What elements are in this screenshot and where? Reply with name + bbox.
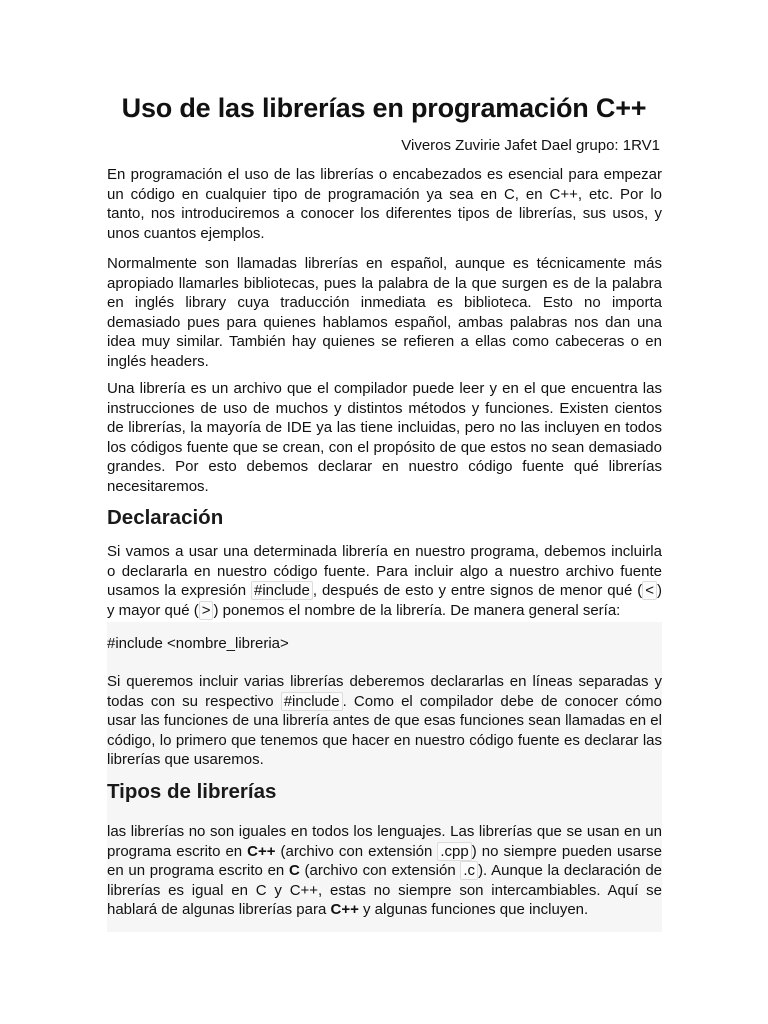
document-title: Uso de las librerías en programación C++ bbox=[121, 93, 647, 123]
text-run: Si queremos incluir varias librerías deberemos declararlas en líneas separadas y todas con su respectivo bbox=[107, 673, 662, 710]
inline-code: #include bbox=[281, 692, 343, 711]
declaration-paragraph bbox=[107, 542, 662, 620]
text-run: , después de esto y entre signos de menor qué ( bbox=[312, 582, 643, 600]
text-run: ) y mayor qué ( bbox=[107, 582, 662, 619]
section-heading-tipos: Tipos de librerías bbox=[107, 780, 277, 803]
text-run: ) ponemos el nombre de la librería. De manera general sería: bbox=[213, 601, 621, 619]
inline-code: > bbox=[199, 601, 214, 620]
code-example-panel bbox=[107, 622, 662, 932]
multiple-includes-paragraph bbox=[107, 672, 662, 770]
code-example-line: #include <nombre_libreria> bbox=[107, 635, 289, 652]
section-heading-declaracion: Declaración bbox=[107, 506, 224, 529]
text-run: (archivo con extensión bbox=[275, 842, 438, 860]
library-definition-paragraph: Una librería es un archivo que el compilador puede leer y en el que encuentra las instrucciones de uso de muchos y distintos métodos y funciones. Existen cientos de librerías, la mayoría de IDE ya las tiene incluidas, pero no las incluyen en todos los códigos fuente que se crean, con el propósito de que estos no sean demasiado grandes. Por esto debemos declarar en nuestro código fuente qué librerías necesitaremos. bbox=[107, 380, 662, 495]
inline-code: < bbox=[642, 581, 657, 600]
intro-paragraph: En programación el uso de las librerías o encabezados es esencial para empezar un código en cualquier tipo de programación ya sea en C, en C++, etc. Por lo tanto, nos introduciremos a conocer los diferentes tipos de librerías, sus usos, y unos cuantos ejemplos. bbox=[107, 166, 662, 242]
inline-code: .c bbox=[460, 861, 478, 880]
bold-term: C++ bbox=[330, 901, 359, 919]
text-run: . Como el compilador debe de conocer cómo usar las funciones de una librería antes de que esas funciones sean llamadas en el código, lo primero que tenemos que hacer en nuestro código fuente es declarar las librerías que usaremos. bbox=[107, 692, 662, 769]
inline-code: .cpp bbox=[437, 842, 471, 861]
text-run: ). Aunque la declaración de librerías es igual en C y C++, estas no siempre son intercambiables. Aquí se hablará de algunas librerías para bbox=[107, 862, 663, 919]
bold-term: C++ bbox=[247, 842, 276, 860]
inline-code: #include bbox=[251, 581, 313, 600]
bold-term: C bbox=[288, 862, 300, 880]
terminology-paragraph: Normalmente son llamadas librerías en español, aunque es técnicamente más apropiado llamarles bibliotecas, pues la palabra de la que surgen es de la palabra en inglés library cuya traducción inmediata es biblioteca. Esto no importa demasiado pues para quienes hablamos español, ambas palabras nos dan una idea muy similar. También hay quienes se refieren a ellas como cabeceras o en inglés headers. bbox=[107, 255, 662, 370]
author-line: Viveros Zuvirie Jafet Dael grupo: 1RV1 bbox=[401, 137, 660, 154]
text-run: las librerías no son iguales en todos los lenguajes. Las librerías que se usan en un programa escrito en bbox=[107, 823, 662, 860]
text-run: ) no siempre pueden usarse en un programa escrito en bbox=[107, 842, 662, 880]
text-run: y algunas funciones que incluyen. bbox=[358, 901, 589, 919]
text-run: Si vamos a usar una determinada librería en nuestro programa, debemos incluirla o declararla en nuestro código fuente. Para incluir algo a nuestro archivo fuente usamos la expresión bbox=[107, 543, 662, 600]
text-run: (archivo con extensión bbox=[299, 862, 461, 880]
library-types-paragraph bbox=[107, 822, 662, 920]
